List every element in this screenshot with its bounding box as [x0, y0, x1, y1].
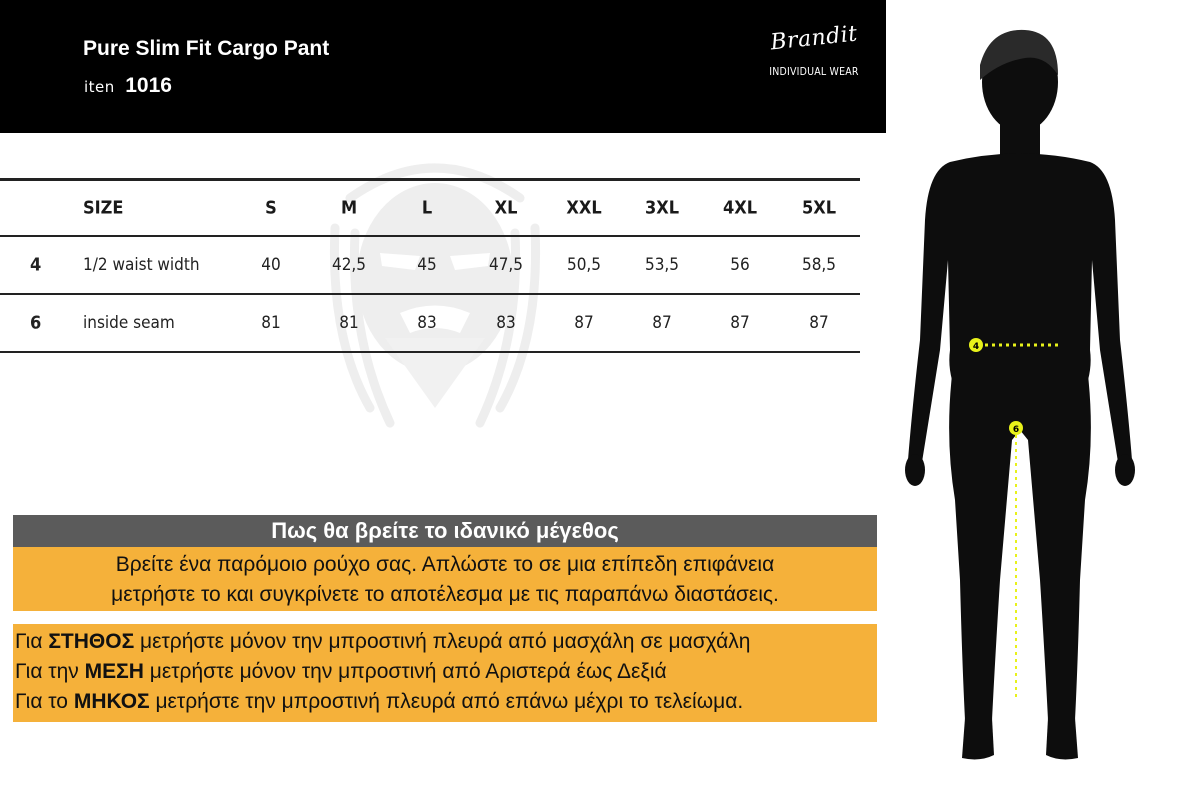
instruction-chest — [15, 627, 877, 657]
row-measure-number: 4 — [30, 254, 42, 276]
size-table — [0, 178, 860, 353]
table-row — [0, 295, 860, 353]
instruction-keyword: ΣΤΗΘΟΣ — [48, 630, 135, 653]
instruction-text: Για την — [15, 660, 85, 683]
row-label: 1/2 waist width — [83, 255, 200, 275]
instruction-text: Για το — [15, 690, 74, 713]
product-title: Pure Slim Fit Cargo Pant — [83, 37, 330, 60]
instruction-text: Για — [15, 630, 49, 653]
table-cell: 81 — [261, 313, 281, 333]
size-col-xxl: XXL — [566, 197, 602, 219]
table-cell: 53,5 — [644, 255, 680, 275]
table-cell: 87 — [652, 313, 672, 333]
item-number-line — [84, 74, 172, 98]
size-col-3xl: 3XL — [644, 197, 680, 219]
intro-line-2: μετρήστε το και συγκρίνετε το αποτέλεσμα με τις παραπάνω διαστάσεις. — [111, 583, 779, 606]
table-cell: 45 — [417, 255, 437, 275]
brand-name: Brandit — [769, 21, 859, 56]
table-cell: 87 — [730, 313, 750, 333]
table-cell: 50,5 — [566, 255, 602, 275]
row-measure-number: 6 — [30, 312, 42, 334]
waist-marker-label: 4 — [972, 342, 980, 352]
table-cell: 87 — [574, 313, 594, 333]
instruction-text: μετρήστε την μπροστινή πλευρά από επάνω μέχρι το τελείωμα. — [149, 690, 744, 713]
sizing-guide — [13, 515, 877, 611]
sizing-guide-heading: Πως θα βρείτε το ιδανικό μέγεθος — [13, 515, 877, 547]
size-col-s: S — [265, 197, 277, 219]
size-col-l: L — [421, 197, 433, 219]
instruction-waist — [15, 657, 877, 687]
instruction-text: μετρήστε μόνον την μπροστινή πλευρά από μασχάλη σε μασχάλη — [134, 630, 751, 653]
item-label: iten — [84, 78, 115, 96]
table-cell: 40 — [261, 255, 281, 275]
table-cell: 87 — [809, 313, 829, 333]
size-col-xl: XL — [494, 197, 518, 219]
inseam-marker-label: 6 — [1012, 425, 1020, 435]
row-label: inside seam — [83, 313, 175, 333]
brand-logo — [768, 21, 860, 98]
table-cell: 81 — [339, 313, 359, 333]
table-cell: 58,5 — [801, 255, 837, 275]
table-cell: 42,5 — [331, 255, 367, 275]
table-row — [0, 237, 860, 295]
instruction-keyword: ΜΕΣΗ — [84, 660, 144, 683]
instruction-length — [15, 687, 877, 717]
table-cell: 47,5 — [488, 255, 524, 275]
table-cell: 83 — [417, 313, 437, 333]
brand-tagline: INDIVIDUAL WEAR — [769, 66, 859, 78]
instruction-text: μετρήστε μόνον την μπροστινή από Αριστερά έως Δεξιά — [143, 660, 667, 683]
body-silhouette-figure — [880, 20, 1191, 780]
item-number: 1016 — [125, 74, 172, 97]
intro-line-1: Βρείτε ένα παρόμοιο ρούχο σας. Απλώστε το σε μια επίπεδη επιφάνεια — [115, 553, 775, 576]
sizing-guide-intro — [13, 547, 877, 611]
measurement-instructions — [13, 624, 877, 722]
instruction-keyword: ΜΗΚΟΣ — [73, 690, 150, 713]
size-column-header: SIZE — [83, 197, 124, 219]
table-cell: 83 — [496, 313, 516, 333]
table-cell: 56 — [730, 255, 750, 275]
header-bar — [0, 0, 886, 133]
size-col-m: M — [340, 197, 358, 219]
table-header-row — [0, 178, 860, 237]
size-col-4xl: 4XL — [722, 197, 758, 219]
size-col-5xl: 5XL — [801, 197, 837, 219]
